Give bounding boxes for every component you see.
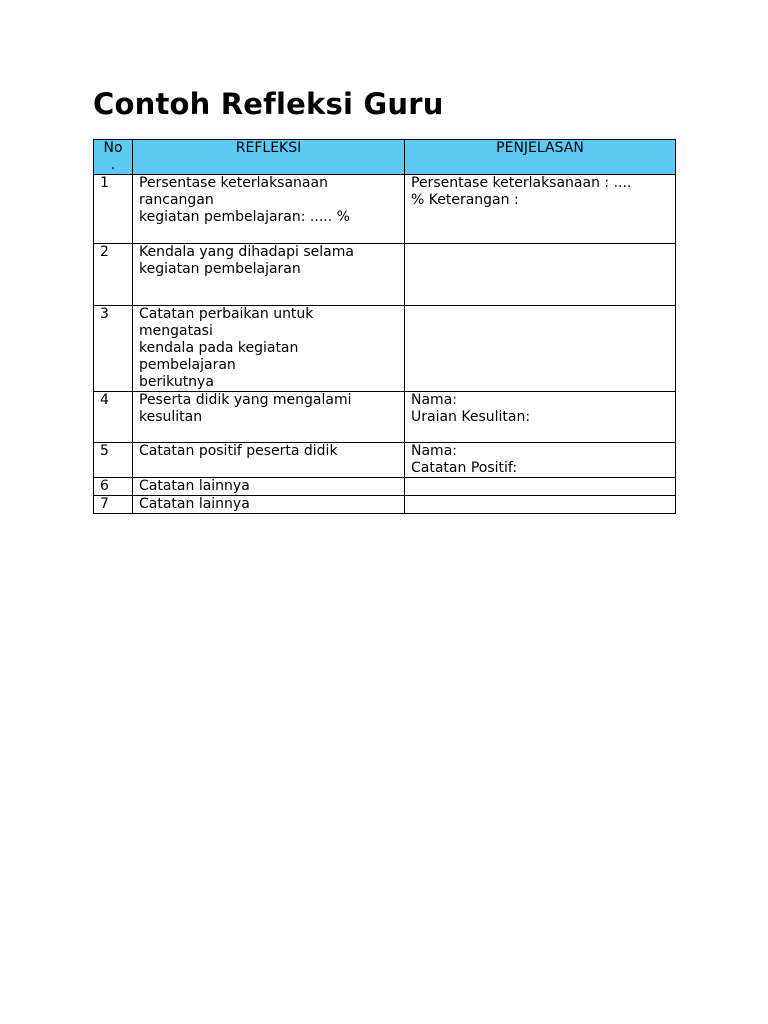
refleksi-cell: Catatan positif peserta didik (133, 443, 405, 478)
penjelasan-cell (405, 478, 676, 496)
row-number-cell: 6 (94, 478, 133, 496)
table-header-row (94, 140, 676, 175)
penjelasan-cell (405, 244, 676, 306)
table-row (94, 443, 676, 478)
refleksi-cell: Catatan lainnya (133, 478, 405, 496)
row-number-cell: 5 (94, 443, 133, 478)
penjelasan-cell (405, 306, 676, 392)
table-row (94, 306, 676, 392)
penjelasan-cell: Persentase keterlaksanaan : .... % Keterangan : (405, 175, 676, 244)
row-number-cell: 1 (94, 175, 133, 244)
refleksi-cell: Catatan perbaikan untuk mengatasi kendala pada kegiatan pembelajaran berikutnya (133, 306, 405, 392)
refleksi-cell: Persentase keterlaksanaan rancangan kegiatan pembelajaran: ..... % (133, 175, 405, 244)
page-title: Contoh Refleksi Guru (93, 87, 444, 121)
refleksi-cell: Kendala yang dihadapi selama kegiatan pembelajaran (133, 244, 405, 306)
penjelasan-cell: Nama: Catatan Positif: (405, 443, 676, 478)
refleksi-cell: Catatan lainnya (133, 496, 405, 514)
table-row (94, 175, 676, 244)
row-number-cell: 7 (94, 496, 133, 514)
table-row (94, 496, 676, 514)
row-number-cell: 4 (94, 392, 133, 443)
penjelasan-cell (405, 496, 676, 514)
table-row (94, 244, 676, 306)
refleksi-cell: Peserta didik yang mengalami kesulitan (133, 392, 405, 443)
row-number-cell: 2 (94, 244, 133, 306)
column-header-no: No . (94, 140, 133, 175)
row-number-cell: 3 (94, 306, 133, 392)
column-header-refleksi: REFLEKSI (133, 140, 405, 175)
table-row (94, 478, 676, 496)
column-header-penjelasan: PENJELASAN (405, 140, 676, 175)
reflection-table (93, 139, 676, 514)
table-row (94, 392, 676, 443)
penjelasan-cell: Nama: Uraian Kesulitan: (405, 392, 676, 443)
